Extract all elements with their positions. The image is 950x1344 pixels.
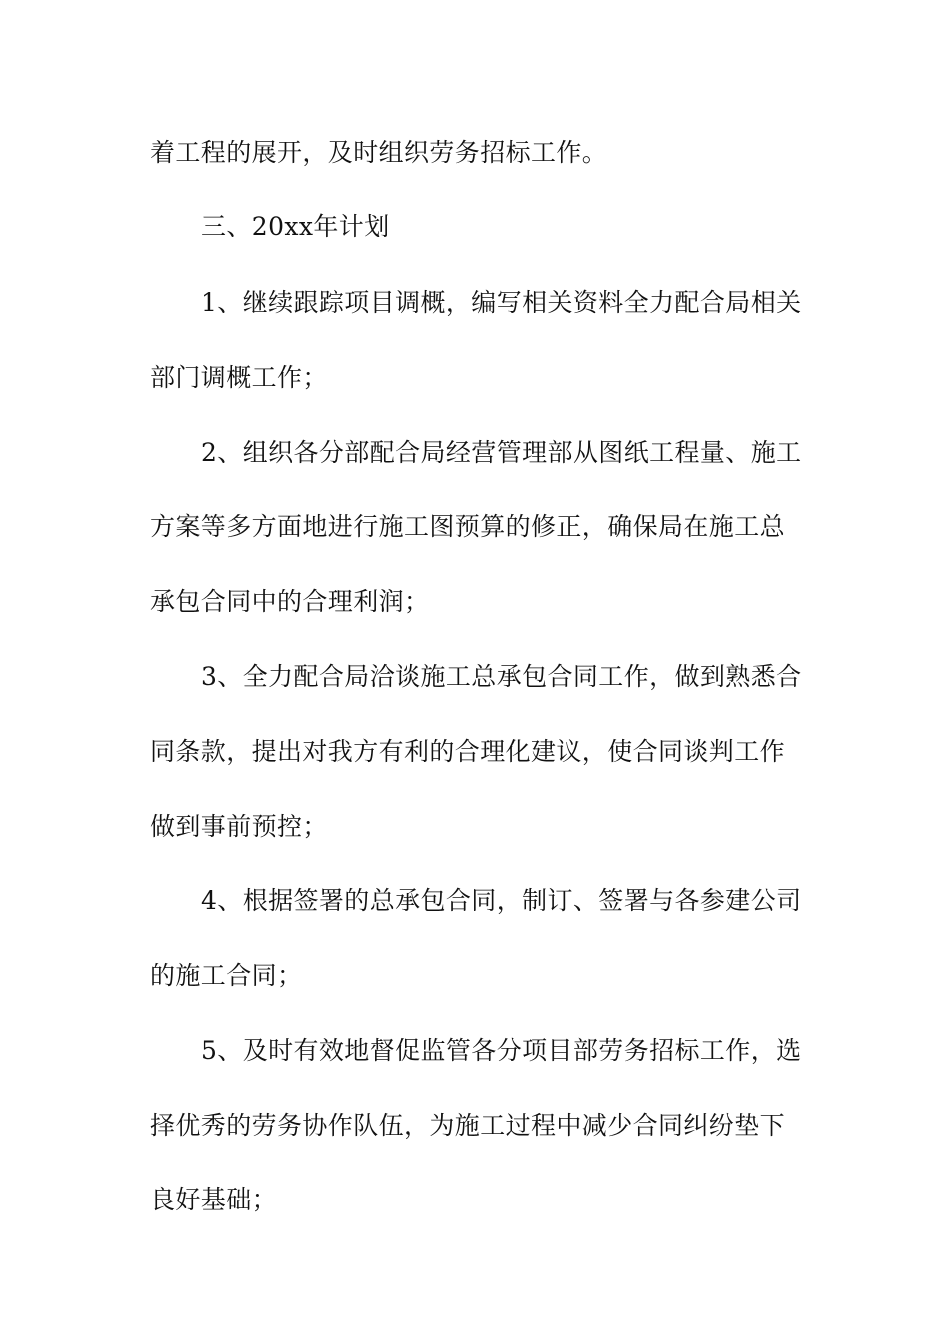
- paragraph-line: 方案等多方面地进行施工图预算的修正，确保局在施工总: [150, 512, 786, 541]
- paragraph-line: 部门调概工作；: [150, 363, 328, 392]
- paragraph-line: 1、继续跟踪项目调概，编写相关资料全力配合局相关: [201, 288, 802, 317]
- paragraph-line: 承包合同中的合理利润；: [150, 587, 430, 616]
- paragraph-line: 同条款，提出对我方有利的合理化建议，使合同谈判工作: [150, 737, 786, 766]
- paragraph-line: 3、全力配合局洽谈施工总承包合同工作，做到熟悉合: [201, 662, 802, 691]
- paragraph-line: 着工程的展开，及时组织劳务招标工作。: [150, 138, 608, 167]
- paragraph-line: 5、及时有效地督促监管各分项目部劳务招标工作，选: [201, 1036, 802, 1065]
- paragraph-line: 2、组织各分部配合局经营管理部从图纸工程量、施工: [201, 438, 802, 467]
- paragraph-line: 择优秀的劳务协作队伍，为施工过程中减少合同纠纷垫下: [150, 1111, 786, 1140]
- paragraph-line: 4、根据签署的总承包合同，制订、签署与各参建公司: [201, 886, 802, 915]
- paragraph-line: 良好基础；: [150, 1185, 278, 1214]
- section-heading: 三、20xx年计划: [201, 212, 390, 241]
- paragraph-line: 的施工合同；: [150, 961, 303, 990]
- paragraph-line: 做到事前预控；: [150, 812, 328, 841]
